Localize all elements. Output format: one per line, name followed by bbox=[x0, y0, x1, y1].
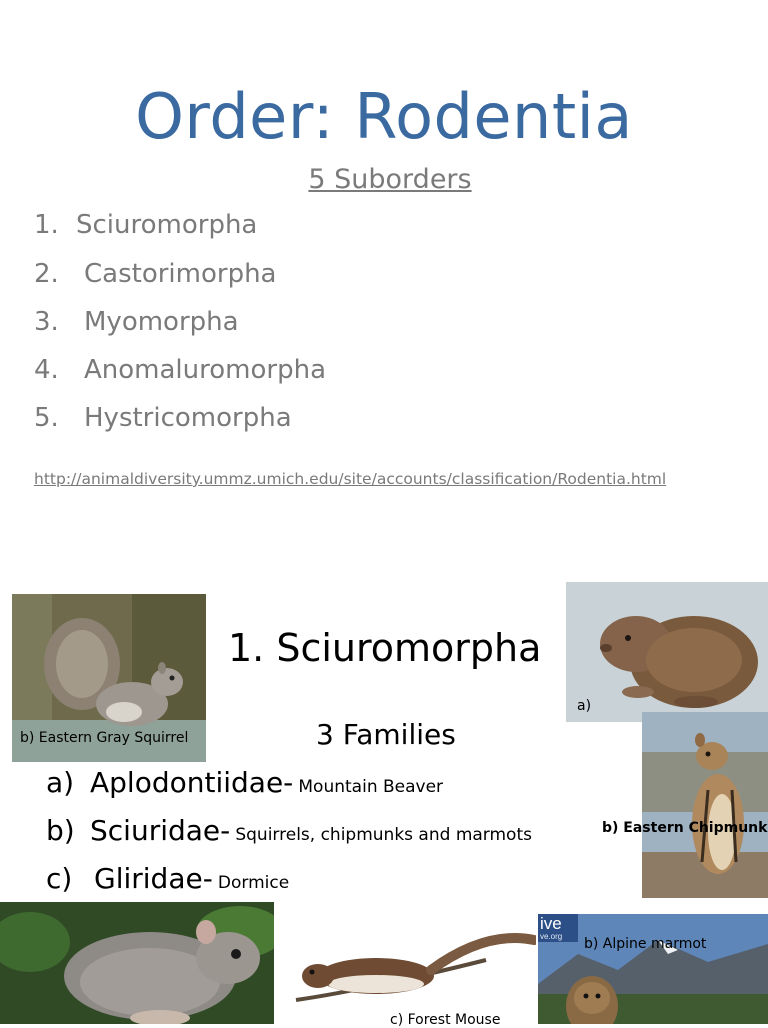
family-common-name: Mountain Beaver bbox=[298, 777, 444, 797]
slide-subtitle: 5 Suborders bbox=[308, 164, 472, 195]
family-item bbox=[46, 766, 443, 799]
suborder-name: Hystricomorpha bbox=[84, 403, 292, 433]
families-heading: 3 Families bbox=[316, 718, 456, 751]
family-common-name: Dormice bbox=[217, 873, 290, 893]
family-letter: b) bbox=[46, 814, 75, 847]
family-letter: c) bbox=[46, 862, 73, 895]
forest-mouse-illustration bbox=[286, 920, 536, 1024]
suborder-heading: 1. Sciuromorpha bbox=[228, 626, 542, 670]
slide-title: Order: Rodentia bbox=[135, 80, 633, 153]
suborder-number: 2. bbox=[34, 259, 59, 289]
marmot-source-logo-sub: ve.org bbox=[540, 932, 563, 941]
suborder-number: 5. bbox=[34, 403, 59, 433]
alpine-marmot-caption: b) Alpine marmot bbox=[584, 936, 707, 952]
alpine-marmot-photo bbox=[538, 914, 768, 1024]
suborder-number: 4. bbox=[34, 355, 59, 385]
suborder-item bbox=[34, 355, 326, 385]
family-item bbox=[46, 862, 289, 895]
family-name: Sciuridae- bbox=[90, 814, 231, 847]
suborder-item bbox=[34, 403, 292, 433]
suborder-number: 1. bbox=[34, 210, 59, 240]
family-name: Aplodontiidae- bbox=[90, 766, 294, 799]
family-common-name: Squirrels, chipmunks and marmots bbox=[235, 825, 532, 845]
suborder-item bbox=[34, 307, 239, 337]
suborder-item bbox=[34, 210, 257, 240]
mountain-beaver-caption: a) bbox=[577, 698, 592, 714]
suborder-number: 3. bbox=[34, 307, 59, 337]
gray-squirrel-caption: b) Eastern Gray Squirrel bbox=[20, 730, 189, 746]
reference-link[interactable]: http://animaldiversity.ummz.umich.edu/site/accounts/classification/Rodentia.html bbox=[34, 470, 667, 488]
suborder-name: Anomaluromorpha bbox=[84, 355, 326, 385]
chipmunk-photo bbox=[642, 712, 768, 898]
slide-sciuromorpha bbox=[0, 580, 768, 1028]
family-name: Gliridae- bbox=[94, 862, 213, 895]
suborder-name: Castorimorpha bbox=[84, 259, 277, 289]
mountain-beaver-photo bbox=[566, 582, 768, 722]
suborder-name: Myomorpha bbox=[84, 307, 239, 337]
dormouse-photo bbox=[0, 902, 274, 1024]
chipmunk-caption: b) Eastern Chipmunk bbox=[602, 820, 768, 836]
forest-mouse-caption: c) Forest Mouse bbox=[390, 1012, 501, 1028]
marmot-source-logo: ive bbox=[540, 914, 562, 933]
suborder-name: Sciuromorpha bbox=[76, 210, 258, 240]
family-letter: a) bbox=[46, 766, 75, 799]
suborder-item bbox=[34, 259, 277, 289]
family-item bbox=[46, 814, 532, 847]
